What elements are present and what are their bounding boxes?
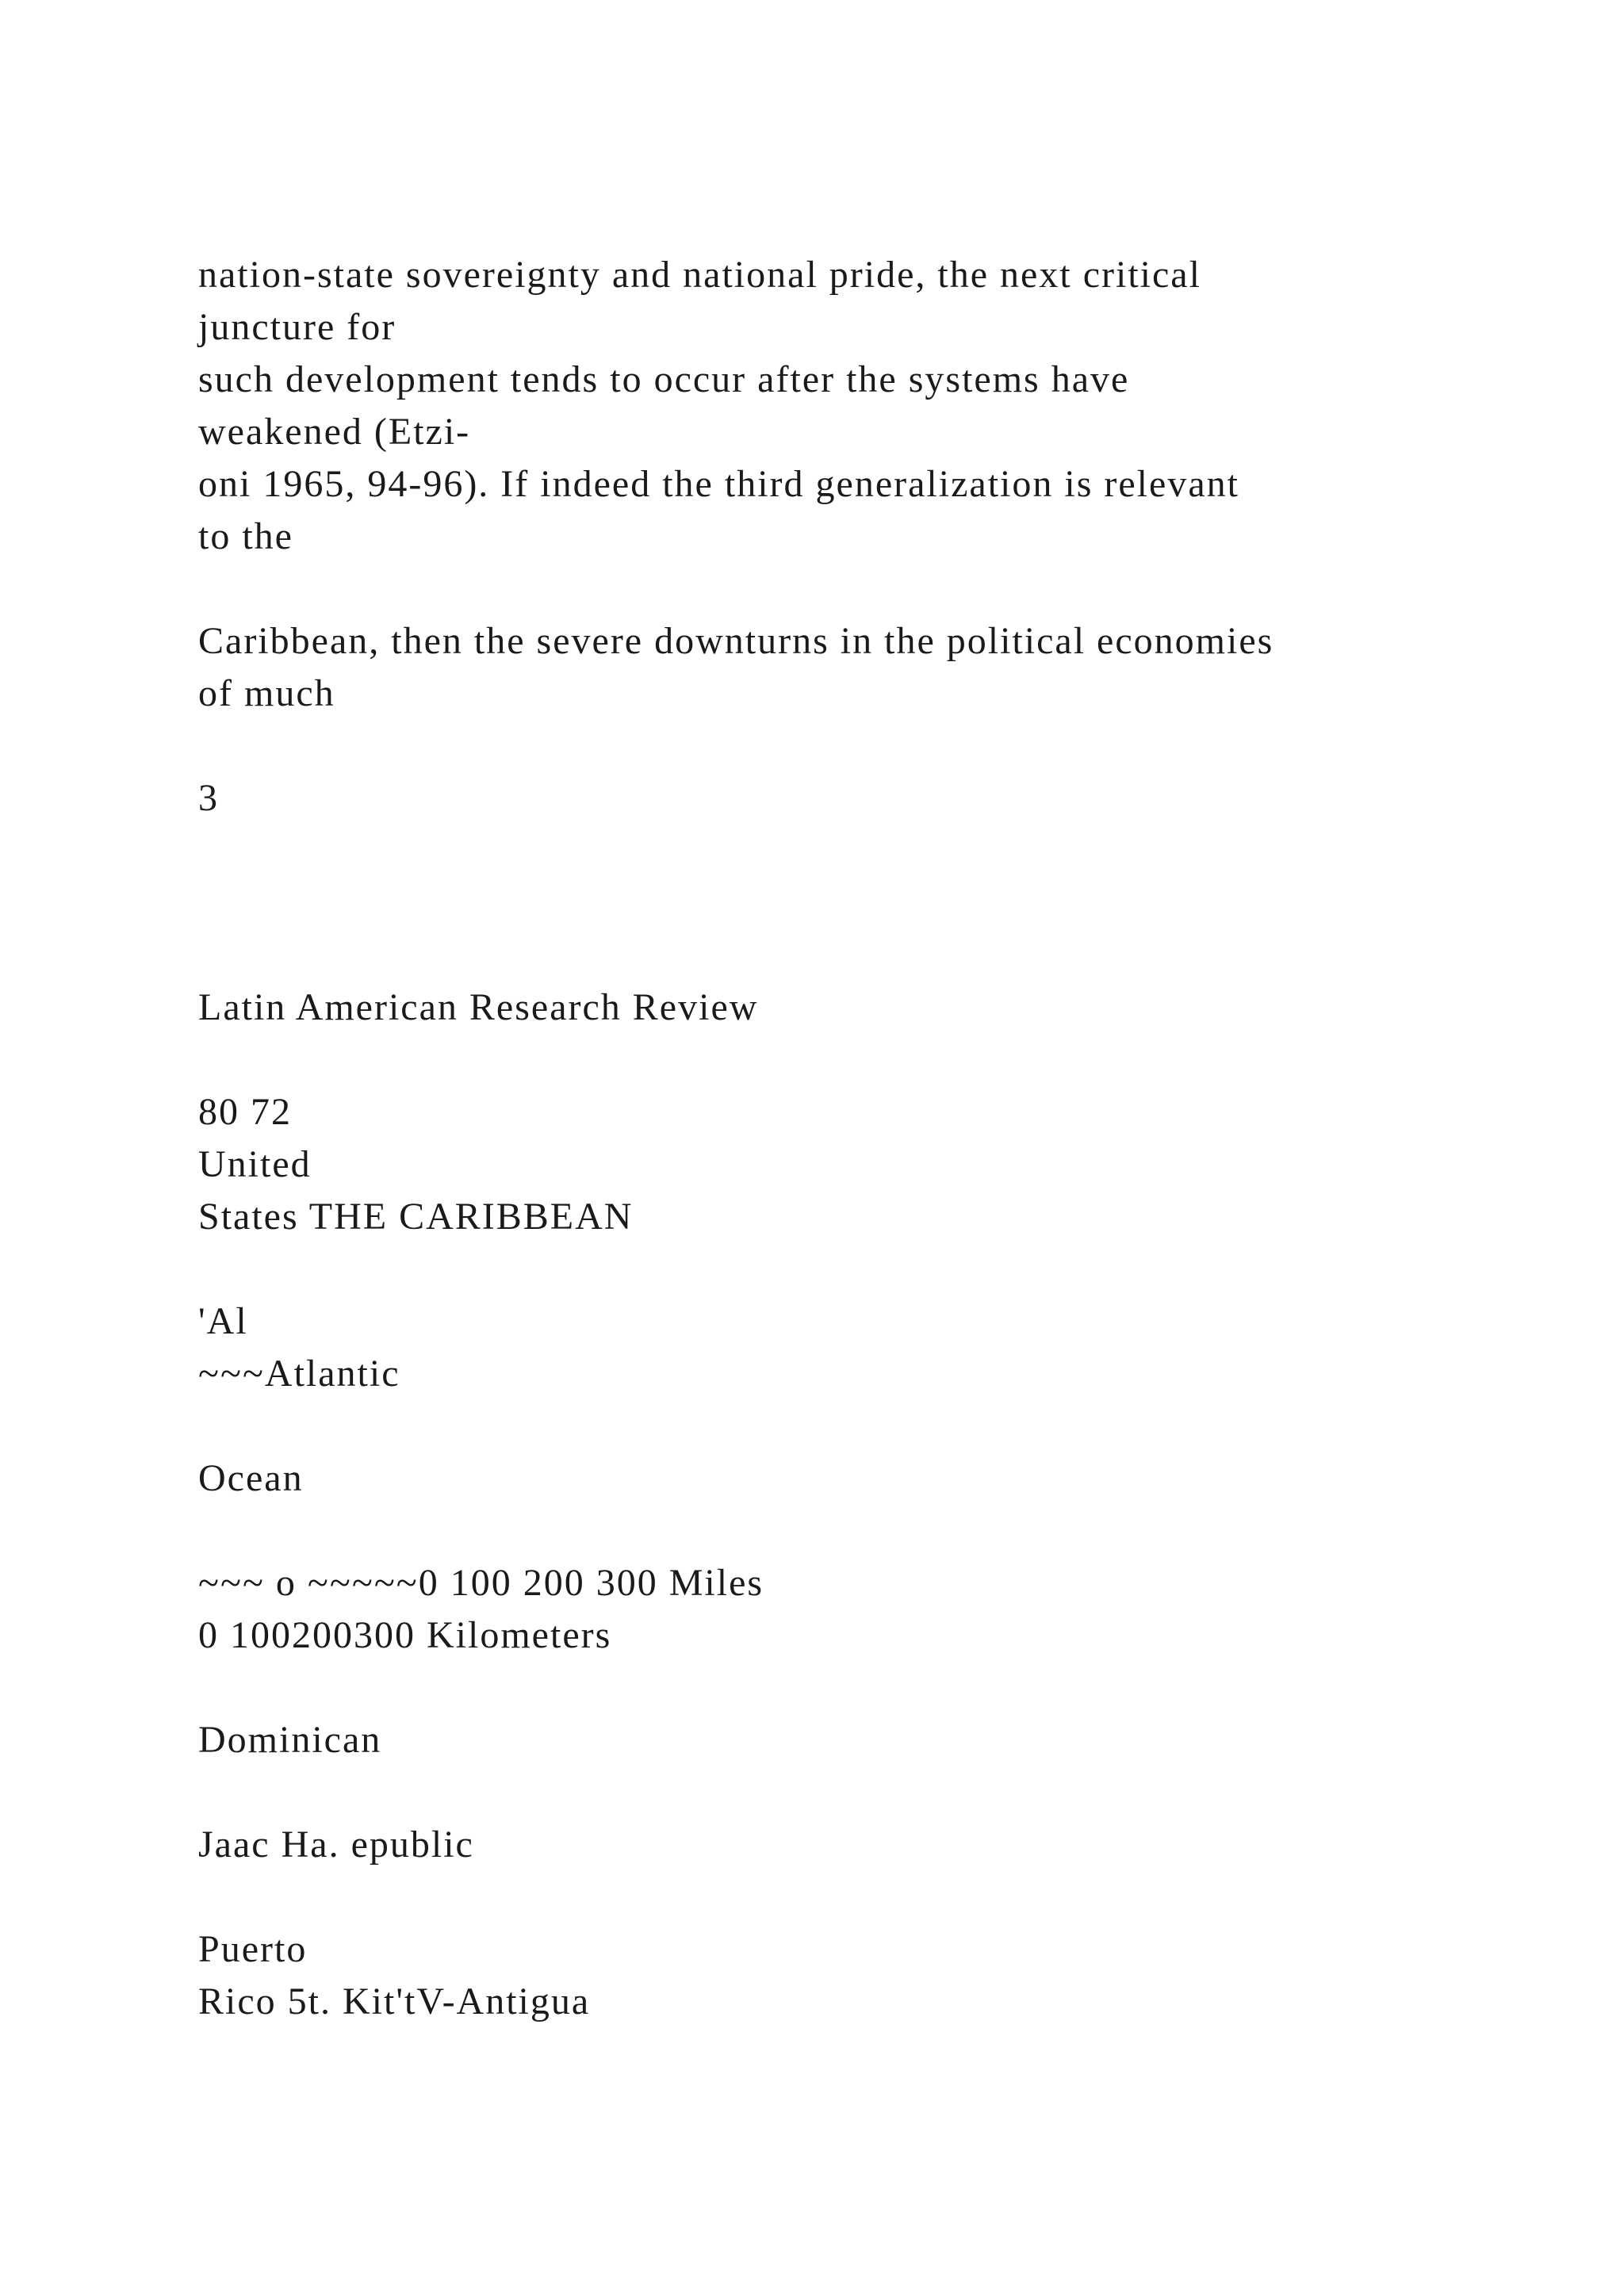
spacer [198,1400,1507,1452]
spacer [198,1871,1507,1923]
document-text [198,249,1507,2028]
map-label-al: 'Al [198,1300,248,1342]
text-line: juncture for [198,306,396,348]
map-label-states-caribbean: States THE CARIBBEAN [198,1196,634,1238]
text-line: of much [198,672,335,714]
map-label-coords: 80 72 [198,1091,292,1133]
map-label-united: United [198,1143,312,1185]
text-line: oni 1965, 94-96). If indeed the third generalization is relevant [198,463,1239,505]
spacer [198,1243,1507,1295]
map-label-rico-antigua: Rico 5t. Kit'tV-Antigua [198,1980,591,2022]
map-label-ocean: Ocean [198,1457,304,1499]
text-line: nation-state sovereignty and national pride, the next critical [198,254,1201,296]
text-line: to the [198,515,293,557]
spacer [198,720,1507,772]
map-scale-miles: ~~~ o ~~~~~0 100 200 300 Miles [198,1562,764,1604]
map-label-puerto: Puerto [198,1928,308,1970]
spacer [198,1766,1507,1819]
spacer [198,1662,1507,1714]
text-line: Caribbean, then the severe downturns in the political economies [198,620,1274,662]
spacer [198,825,1507,982]
spacer [198,1034,1507,1086]
journal-header: Latin American Research Review [198,986,759,1028]
spacer [198,563,1507,615]
map-label-dominican: Dominican [198,1719,382,1761]
map-label-jaac-republic: Jaac Ha. epublic [198,1823,474,1866]
map-scale-km: 0 100200300 Kilometers [198,1614,612,1656]
page-number: 3 [198,777,219,819]
map-label-atlantic: ~~~Atlantic [198,1353,400,1395]
spacer [198,1505,1507,1557]
text-line: weakened (Etzi- [198,411,471,453]
text-line: such development tends to occur after the systems have [198,358,1130,400]
